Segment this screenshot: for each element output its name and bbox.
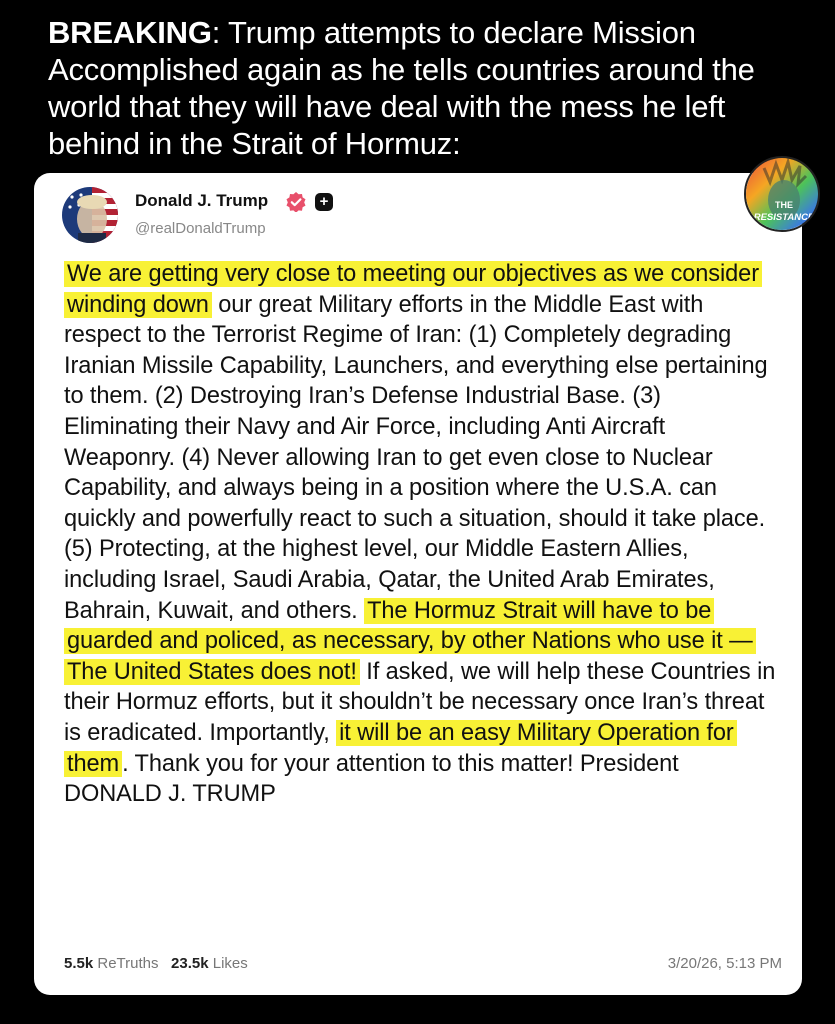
post-card	[34, 173, 802, 995]
headline-breaking-label: BREAKING	[48, 15, 212, 50]
verified-badge-icon	[286, 192, 306, 212]
post-footer	[64, 955, 782, 972]
post-text: . Thank you for your attention to this matter! President DONALD J. TRUMP	[64, 750, 679, 808]
retruths-stat[interactable]	[64, 955, 159, 972]
highlighted-text: it will be an easy Military Operation for them	[64, 720, 737, 777]
author-name[interactable]: Donald J. Trump	[135, 191, 269, 210]
retruths-count: 5.5k	[64, 955, 94, 972]
post-body	[64, 259, 780, 810]
author-avatar[interactable]	[62, 187, 118, 243]
likes-label: Likes	[212, 955, 248, 972]
likes-stat[interactable]	[171, 955, 248, 972]
headline	[48, 14, 808, 162]
highlighted-text: We are getting very close to meeting our objectives as we consider winding down	[64, 261, 762, 318]
highlighted-text: The Hormuz Strait will have to be guarded and policed, as necessary, by other Nations who use it — The United States does not!	[64, 598, 756, 685]
author-handle[interactable]: @realDonaldTrump	[135, 220, 266, 237]
post-text: our great Military efforts in the Middle East with respect to the Terrorist Regime of Iran: (1) Completely degrading Iranian Missile Capability, Launchers, and everything else pertaining to them. (2) Destroying Iran’s Defense Industrial Base. (3) Eliminating their Navy and Air Force, including Anti Aircraft Weaponry. (4) Never allowing Iran to get even close to Nuclear Capability, and always being in a position where the U.S.A. can quickly and powerfully react to such a situation, should it take place. (5) Protecting, at the highest level, our Middle Eastern Allies, including Israel, Saudi Arabia, Qatar, the United Arab Emirates, Bahrain, Kuwait, and others.	[64, 291, 768, 624]
resistance-logo	[744, 156, 820, 232]
likes-count: 23.5k	[171, 955, 209, 972]
plus-badge-icon: +	[315, 193, 333, 211]
badge-line1: THE	[775, 200, 793, 210]
post-text: If asked, we will help these Countries in their Hormuz efforts, but it shouldn’t be necessary once Iran’s threat is eradicated. Importantly,	[64, 658, 776, 746]
retruths-label: ReTruths	[97, 955, 159, 972]
headline-text: : Trump attempts to declare Mission Accomplished again as he tells countries around the world that they will have deal with the mess he left behind in the Strait of Hormuz:	[48, 15, 755, 161]
post-timestamp[interactable]: 3/20/26, 5:13 PM	[667, 955, 782, 972]
badge-line2: RESISTANCE	[753, 212, 815, 223]
